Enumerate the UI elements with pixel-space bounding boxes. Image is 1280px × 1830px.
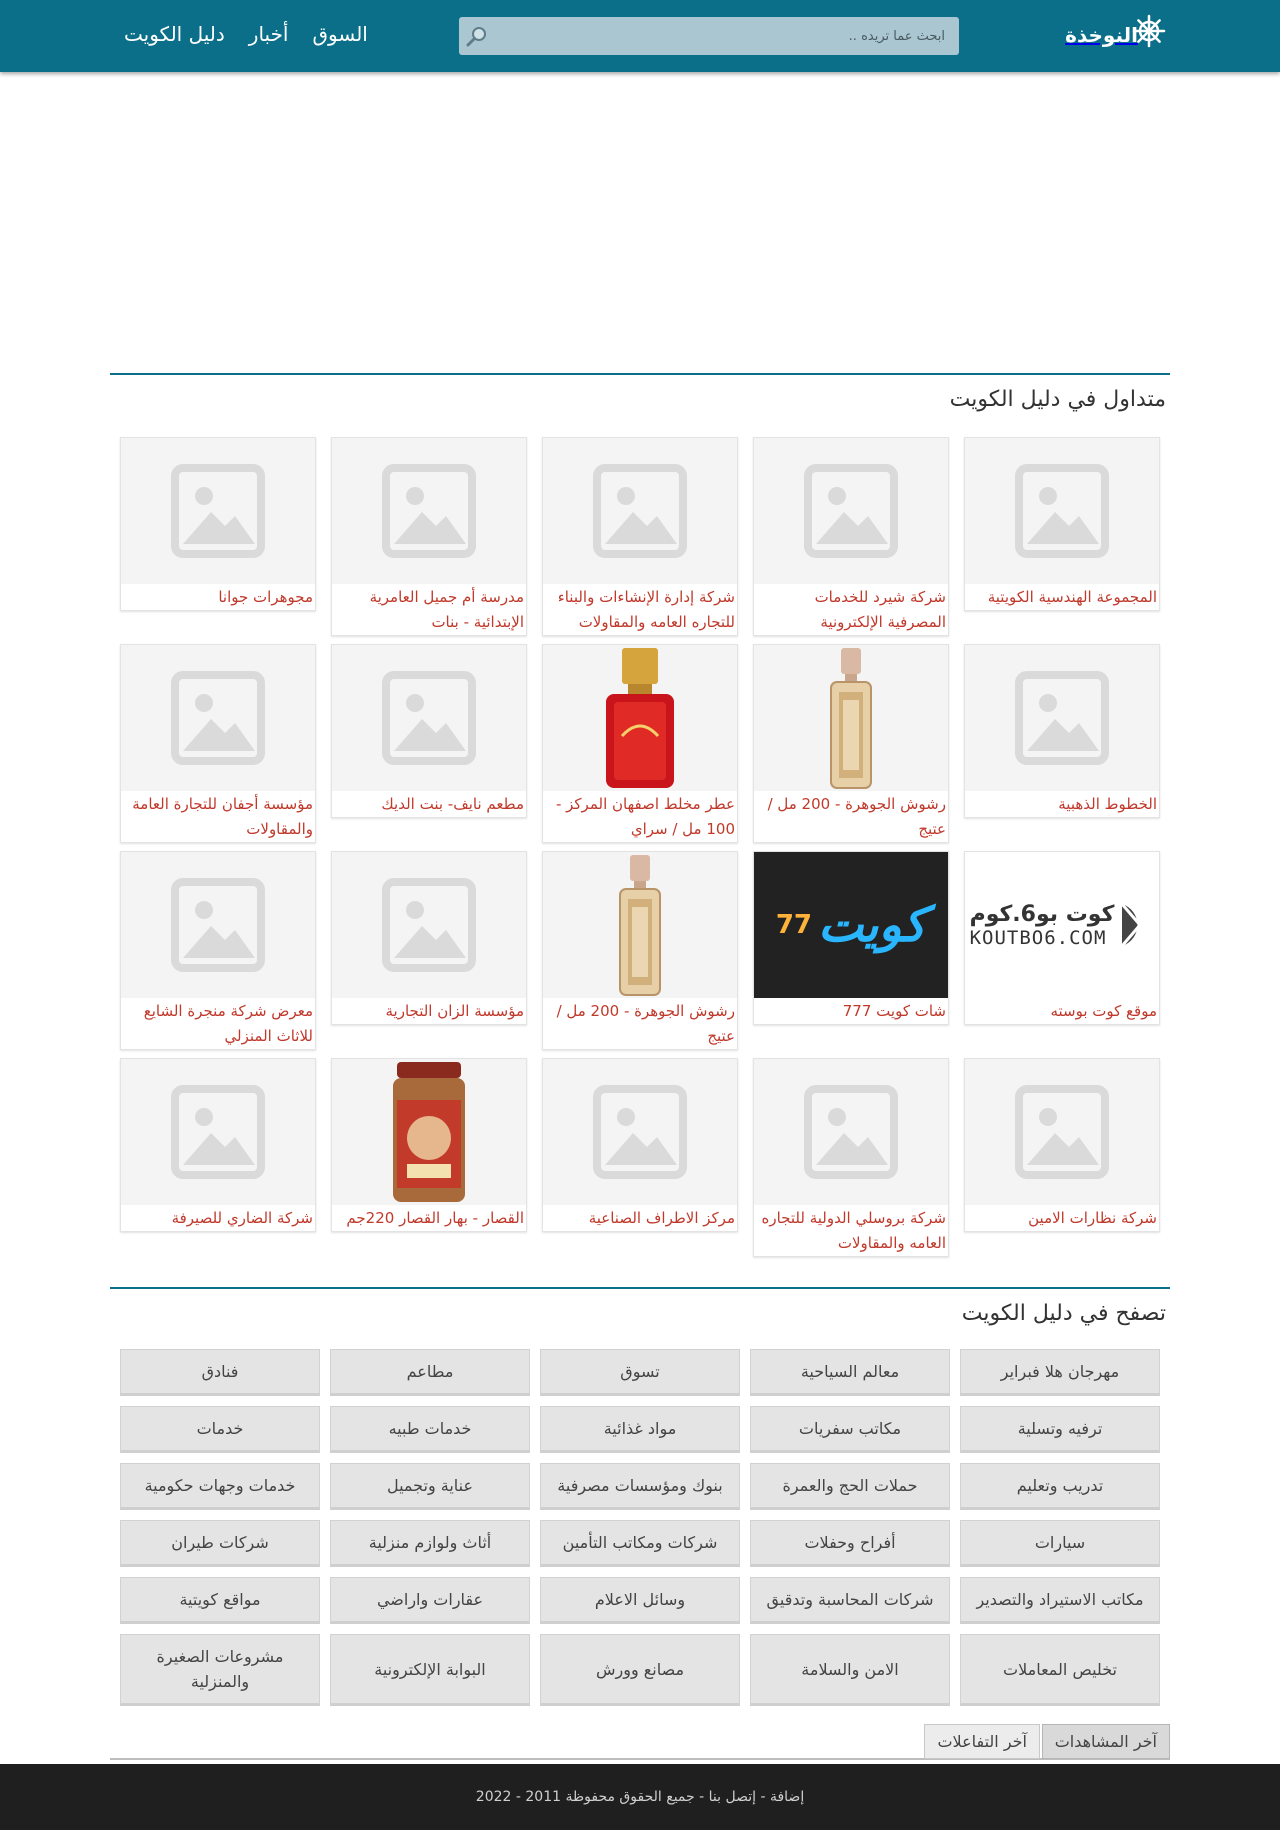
trending-card: [120, 644, 316, 842]
trending-grid: [110, 437, 1160, 1256]
trending-card-title[interactable]: مطعم نايف- بنت الديك: [381, 795, 524, 813]
image-placeholder-icon: [382, 464, 476, 558]
nav-news[interactable]: أخبار: [248, 22, 289, 46]
category-button[interactable]: الامن والسلامة: [750, 1634, 950, 1706]
search-icon[interactable]: [459, 17, 495, 55]
category-button[interactable]: خدمات طبيه: [330, 1406, 530, 1453]
categories-grid: [110, 1349, 1160, 1706]
tab-latest-interactions[interactable]: آخر التفاعلات: [924, 1724, 1040, 1759]
trending-card: [331, 644, 527, 842]
trending-card-image[interactable]: [332, 645, 526, 791]
trending-card-title[interactable]: القصار - بهار القصار 220جم: [346, 1209, 524, 1227]
trending-card-box[interactable]: [753, 1058, 949, 1257]
activity-tabs: [110, 1724, 1170, 1760]
trending-card-image[interactable]: [332, 852, 526, 998]
trending-card: [331, 851, 527, 1049]
image-placeholder-icon: [382, 671, 476, 765]
top-navbar: [0, 0, 1280, 72]
trending-card: [964, 437, 1160, 635]
category-button[interactable]: تسوق: [540, 1349, 740, 1396]
trending-section: [110, 373, 1170, 1253]
trending-card: [542, 644, 738, 842]
trending-card: [542, 437, 738, 635]
trending-card-box[interactable]: [964, 437, 1160, 611]
category-button[interactable]: البوابة الإلكترونية: [330, 1634, 530, 1706]
koutbo6-logo: [965, 852, 1159, 998]
trending-card-image[interactable]: [121, 645, 315, 791]
trending-card-title[interactable]: مدرسة أم جميل العامرية الإبتدائية - بنات: [369, 588, 524, 631]
trending-card-box[interactable]: [542, 1058, 738, 1232]
category-button[interactable]: فنادق: [120, 1349, 320, 1396]
trending-card-image[interactable]: [543, 438, 737, 584]
trending-card-image[interactable]: [121, 852, 315, 998]
trending-card-image[interactable]: [332, 1059, 526, 1205]
trending-card-title[interactable]: رشوش الجوهرة - 200 مل / عتيج: [767, 795, 946, 838]
category-button[interactable]: مصانع وورش: [540, 1634, 740, 1706]
trending-card-box[interactable]: [542, 851, 738, 1050]
trending-card-box[interactable]: [331, 1058, 527, 1232]
trending-card: [964, 644, 1160, 842]
image-placeholder-icon: [804, 464, 898, 558]
footer: [0, 1764, 1280, 1830]
trending-card-box[interactable]: [964, 851, 1160, 1025]
trending-card-title[interactable]: شركة الضاري للصيرفة: [171, 1209, 313, 1227]
trending-card: [331, 1058, 527, 1256]
category-button[interactable]: مطاعم: [330, 1349, 530, 1396]
trending-card-image[interactable]: [754, 645, 948, 791]
category-button[interactable]: تدريب وتعليم: [960, 1463, 1160, 1510]
footer-rights: - جميع الحقوق محفوظة 2011 - 2022: [475, 1789, 709, 1805]
trending-card-image[interactable]: [965, 1059, 1159, 1205]
trending-card-title[interactable]: موقع كوت بوسته: [1050, 1002, 1157, 1020]
category-button[interactable]: مواد غذائية: [540, 1406, 740, 1453]
trending-card-image[interactable]: [543, 645, 737, 791]
main-nav: [124, 18, 368, 50]
chat-kuwait-logo-text: كويت: [818, 897, 927, 953]
trending-card: [542, 851, 738, 1049]
trending-card-box[interactable]: [753, 437, 949, 636]
trending-card-box[interactable]: [331, 437, 527, 636]
category-button[interactable]: ترفيه وتسلية: [960, 1406, 1160, 1453]
chat-kuwait-logo-num: 77: [775, 910, 813, 940]
trending-card-box[interactable]: [542, 437, 738, 636]
image-placeholder-icon: [1015, 464, 1109, 558]
trending-card-image[interactable]: [754, 438, 948, 584]
trending-card-box[interactable]: [120, 1058, 316, 1232]
category-button[interactable]: عناية وتجميل: [330, 1463, 530, 1510]
trending-card-box[interactable]: [120, 437, 316, 611]
category-button[interactable]: مكاتب سفريات: [750, 1406, 950, 1453]
search-bar: [459, 17, 959, 55]
trending-card: [753, 1058, 949, 1256]
trending-card-title[interactable]: شركة إدارة الإنشاءات والبناء للتجاره العامه والمقاولات: [557, 588, 735, 631]
nav-market[interactable]: السوق: [312, 22, 368, 46]
trending-card-title[interactable]: المجموعة الهندسية الكويتية: [987, 588, 1157, 606]
trending-card-image[interactable]: [965, 852, 1159, 998]
footer-text: [476, 1789, 804, 1805]
trending-card-box[interactable]: [331, 851, 527, 1025]
category-button[interactable]: عقارات واراضي: [330, 1577, 530, 1624]
trending-card-image[interactable]: [121, 438, 315, 584]
logo-text: النوخذة: [1065, 23, 1138, 47]
perfume-bottle-gold-icon: [610, 853, 670, 997]
trending-card: [964, 1058, 1160, 1256]
trending-card-image[interactable]: [543, 852, 737, 998]
category-button[interactable]: خدمات وجهات حكومية: [120, 1463, 320, 1510]
trending-card-title[interactable]: مؤسسة الزان التجارية: [385, 1002, 524, 1020]
aperture-icon: [1118, 900, 1154, 950]
category-button[interactable]: وسائل الاعلام: [540, 1577, 740, 1624]
trending-card-box[interactable]: [120, 851, 316, 1050]
trending-card: [120, 437, 316, 635]
trending-card: [120, 851, 316, 1049]
footer-add-link[interactable]: إضافة: [769, 1789, 805, 1805]
browse-title: تصفح في دليل الكويت: [961, 1301, 1166, 1326]
trending-card-box[interactable]: [331, 644, 527, 818]
trending-card: [331, 437, 527, 635]
image-placeholder-icon: [1015, 1085, 1109, 1179]
trending-card: [542, 1058, 738, 1256]
trending-card-title[interactable]: رشوش الجوهرة - 200 مل / عتيج: [556, 1002, 735, 1045]
category-button[interactable]: حملات الحج والعمرة: [750, 1463, 950, 1510]
trending-card-image[interactable]: [332, 438, 526, 584]
category-button[interactable]: شركات ومكاتب التأمين: [540, 1520, 740, 1567]
nav-kuwait-guide[interactable]: دليل الكويت: [124, 22, 225, 46]
trending-card-image[interactable]: [543, 1059, 737, 1205]
trending-card-box[interactable]: [753, 644, 949, 843]
trending-card-title[interactable]: مؤسسة أجفان للتجارة العامة والمقاولات: [132, 795, 313, 838]
image-placeholder-icon: [804, 1085, 898, 1179]
search-input[interactable]: [495, 17, 959, 55]
image-placeholder-icon: [171, 1085, 265, 1179]
trending-card-title[interactable]: عطر مخلط اصفهان المركز - 100 مل / سراي: [555, 795, 735, 838]
category-button[interactable]: مهرجان هلا فبراير: [960, 1349, 1160, 1396]
trending-card: [753, 644, 949, 842]
trending-card-title[interactable]: الخطوط الذهبية: [1058, 795, 1157, 813]
category-button[interactable]: سيارات: [960, 1520, 1160, 1567]
category-button[interactable]: أفراح وحفلات: [750, 1520, 950, 1567]
tab-latest-views[interactable]: آخر المشاهدات: [1042, 1724, 1170, 1759]
trending-card-box[interactable]: [964, 644, 1160, 818]
koutbo6-logo-ar: كوت بو6.كوم: [969, 901, 1115, 927]
trending-card-title[interactable]: شركة شيرد للخدمات المصرفية الإلكترونية: [814, 588, 946, 631]
trending-card-image[interactable]: [754, 1059, 948, 1205]
koutbo6-logo-en: KOUTBO6.COM: [969, 926, 1107, 949]
image-placeholder-icon: [593, 464, 687, 558]
trending-card-title[interactable]: شات كويت 777: [842, 1002, 946, 1020]
trending-card-box[interactable]: [120, 644, 316, 843]
image-placeholder-icon: [171, 878, 265, 972]
trending-card: [120, 1058, 316, 1256]
browse-section: [110, 1287, 1170, 1707]
category-button[interactable]: بنوك ومؤسسات مصرفية: [540, 1463, 740, 1510]
trending-card-title[interactable]: شركة بروسلي الدولية للتجاره العامه والمقاولات: [761, 1209, 946, 1252]
image-placeholder-icon: [1015, 671, 1109, 765]
trending-card-image[interactable]: [754, 852, 948, 998]
chat-kuwait-logo: [754, 852, 948, 998]
trending-card-box[interactable]: [753, 851, 949, 1025]
trending-card: [964, 851, 1160, 1049]
trending-card-title[interactable]: مجوهرات جوانا: [218, 588, 313, 606]
footer-separator: -: [756, 1789, 770, 1805]
category-button[interactable]: شركات المحاسبة وتدقيق: [750, 1577, 950, 1624]
image-placeholder-icon: [171, 464, 265, 558]
category-button[interactable]: أثاث ولوازم منزلية: [330, 1520, 530, 1567]
trending-card-image[interactable]: [121, 1059, 315, 1205]
category-button[interactable]: شركات طيران: [120, 1520, 320, 1567]
category-button[interactable]: مكاتب الاستيراد والتصدير: [960, 1577, 1160, 1624]
perfume-bottle-red-icon: [600, 646, 680, 790]
category-button[interactable]: مشروعات الصغيرة والمنزلية: [120, 1634, 320, 1706]
trending-card-box[interactable]: [964, 1058, 1160, 1232]
spice-jar-icon: [389, 1060, 469, 1204]
category-button[interactable]: تخليص المعاملات: [960, 1634, 1160, 1706]
image-placeholder-icon: [171, 671, 265, 765]
trending-card-box[interactable]: [542, 644, 738, 843]
image-placeholder-icon: [593, 1085, 687, 1179]
category-button[interactable]: معالم السياحية: [750, 1349, 950, 1396]
trending-card-title[interactable]: شركة نظارات الامين: [1028, 1209, 1157, 1227]
trending-card-title[interactable]: معرض شركة منجرة الشايع للاثاث المنزلي: [143, 1002, 313, 1045]
trending-title: متداول في دليل الكويت: [949, 387, 1166, 412]
category-button[interactable]: مواقع كويتية: [120, 1577, 320, 1624]
trending-card: [753, 437, 949, 635]
trending-card-title[interactable]: مركز الاطراف الصناعية: [588, 1209, 735, 1227]
category-button[interactable]: خدمات: [120, 1406, 320, 1453]
image-placeholder-icon: [382, 878, 476, 972]
perfume-bottle-gold-icon: [821, 646, 881, 790]
ship-wheel-icon: [1132, 14, 1166, 48]
trending-card: [753, 851, 949, 1049]
footer-contact-link[interactable]: إتصل بنا: [708, 1789, 757, 1805]
trending-card-image[interactable]: [965, 438, 1159, 584]
trending-card-image[interactable]: [965, 645, 1159, 791]
site-logo[interactable]: [1056, 12, 1166, 58]
